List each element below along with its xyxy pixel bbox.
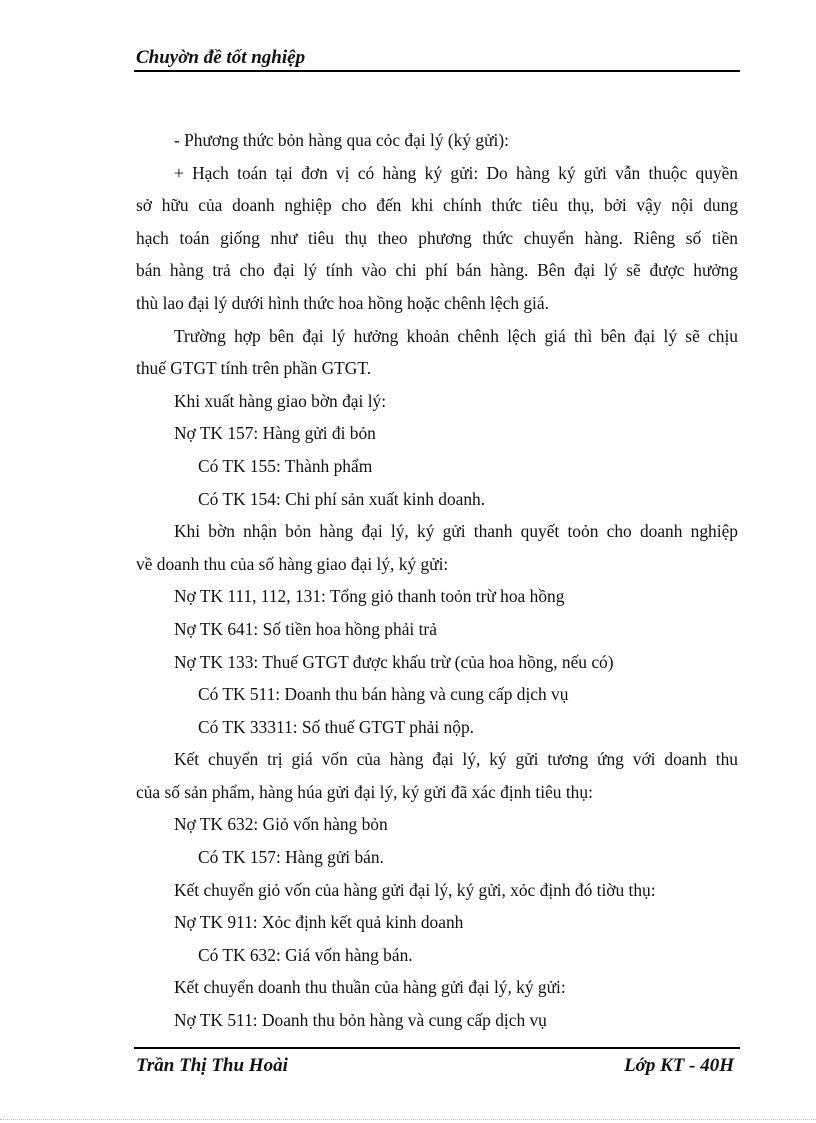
paragraph-line: Khi xuất hàng giao bờn đại lý: bbox=[174, 390, 387, 411]
paragraph-line: Nợ TK 911: Xỏc định kết quả kinh doanh bbox=[174, 912, 464, 933]
body-text bbox=[136, 124, 738, 1037]
paragraph-line: Khi bờn nhận bỏn hàng đại lý, ký gửi thanh quyết toỏn cho doanh nghiệp bbox=[174, 521, 738, 542]
page-edge-divider bbox=[0, 1119, 816, 1120]
paragraph-line: Nợ TK 632: Giỏ vốn hàng bỏn bbox=[174, 814, 388, 835]
paragraph-line: về doanh thu của số hàng giao đại lý, ký gửi: bbox=[136, 553, 449, 574]
paragraph-line: + Hạch toán tại đơn vị có hàng ký gửi: Do hàng ký gửi vẫn thuộc quyền bbox=[174, 162, 738, 183]
paragraph-line: Có TK 155: Thành phẩm bbox=[198, 455, 373, 476]
paragraph-line: - Phương thức bỏn hàng qua cỏc đại lý (ký gửi): bbox=[174, 130, 509, 150]
paragraph-line: Nợ TK 641: Số tiền hoa hồng phải trả bbox=[174, 618, 437, 639]
footer-class-label: Lớp KT - 40H bbox=[624, 1055, 734, 1076]
paragraph-line: thù lao đại lý dưới hình thức hoa hồng hoặc chênh lệch giá. bbox=[136, 292, 549, 313]
paragraph-line: của số sản phẩm, hàng húa gửi đại lý, ký gửi đã xác định tiêu thụ: bbox=[136, 781, 593, 802]
paragraph-line: Nợ TK 111, 112, 131: Tổng giỏ thanh toỏn trừ hoa hồng bbox=[174, 586, 565, 607]
paragraph-line: Có TK 154: Chi phí sản xuất kinh doanh. bbox=[198, 488, 486, 509]
paragraph-line: thuế GTGT tính trên phần GTGT. bbox=[136, 358, 372, 379]
paragraph-line: Kết chuyển trị giá vốn của hàng đại lý, ký gửi tương ứng với doanh thu bbox=[174, 749, 738, 770]
paragraph-line: Kết chuyển doanh thu thuần của hàng gửi đại lý, ký gửi: bbox=[174, 977, 566, 998]
paragraph-line: Có TK 511: Doanh thu bán hàng và cung cấp dịch vụ bbox=[198, 684, 569, 705]
paragraph-line: Nợ TK 157: Hàng gửi đi bỏn bbox=[174, 423, 376, 444]
footer-rule bbox=[134, 1047, 740, 1049]
header-rule bbox=[134, 70, 740, 72]
footer-author: Trần Thị Thu Hoài bbox=[136, 1055, 288, 1076]
paragraph-line: Có TK 157: Hàng gửi bán. bbox=[198, 847, 384, 868]
paragraph-line: Trường hợp bên đại lý hưởng khoản chênh lệch giá thì bên đại lý sẽ chịu bbox=[174, 325, 738, 346]
header-title: Chuyờn đề tốt nghiệp bbox=[136, 47, 306, 68]
paragraph-line: sở hữu của doanh nghiệp cho đến khi chính thức tiêu thụ, bởi vậy nội dung bbox=[136, 195, 738, 216]
paragraph-line: bán hàng trả cho đại lý tính vào chi phí bán hàng. Bên đại lý sẽ được hưởng bbox=[136, 260, 738, 281]
paragraph-line: Nợ TK 511: Doanh thu bỏn hàng và cung cấp dịch vụ bbox=[174, 1010, 547, 1031]
paragraph-line: Có TK 33311: Số thuế GTGT phải nộp. bbox=[198, 716, 474, 737]
paragraph-line: Nợ TK 133: Thuế GTGT được khấu trừ (của hoa hồng, nếu có) bbox=[174, 651, 614, 672]
paragraph-line: Kết chuyển giỏ vốn của hàng gửi đại lý, ký gửi, xỏc định đó tiờu thụ: bbox=[174, 879, 656, 900]
paragraph-line: Có TK 632: Giá vốn hàng bán. bbox=[198, 944, 413, 965]
paragraph-line: hạch toán giống như tiêu thụ theo phương thức chuyển hàng. Riêng số tiền bbox=[136, 227, 738, 248]
